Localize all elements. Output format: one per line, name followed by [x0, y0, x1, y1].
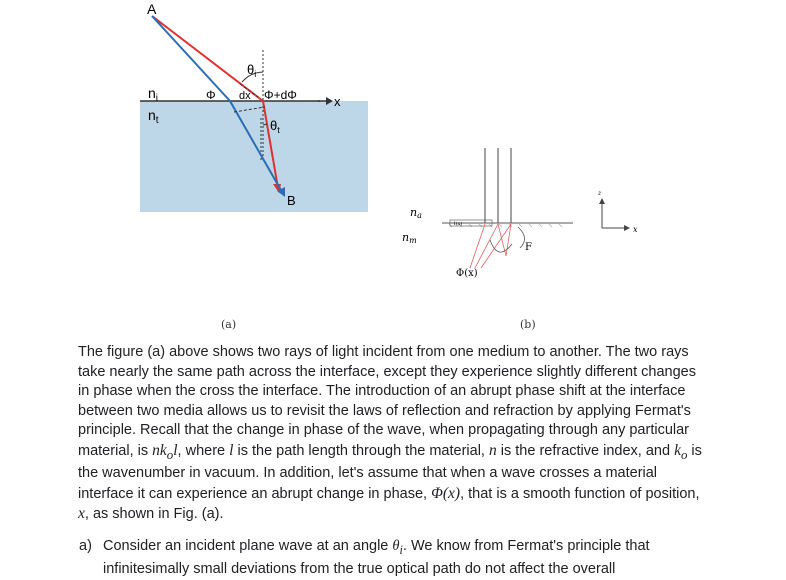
- caption-b: (b): [520, 318, 536, 331]
- question-item-a: a) Consider an incident plane wave at an angle $\theta_i$. We know from Fermat's principle that infinitesimally small deviations from the true optical path do not affect the overall: [79, 538, 650, 578]
- l-label: l(x): [454, 221, 463, 227]
- math-nk: $nk_ol$: [152, 441, 178, 462]
- phi-x-label: Φ(x): [456, 268, 478, 279]
- n-t-label: $n_t$: [148, 107, 159, 126]
- dx-label: dx: [239, 90, 251, 102]
- x-axis-b-label: x: [633, 225, 638, 234]
- refracted-ray-2: [475, 224, 498, 268]
- math-phi-x: Φ(x): [431, 484, 461, 502]
- x-axis-b-arrowhead: [624, 225, 630, 231]
- n-i-label: $n_i$: [148, 85, 159, 104]
- math-l: l: [229, 441, 234, 459]
- refracted-ray-1: [470, 224, 485, 268]
- math-theta-i: $\theta_i$: [392, 538, 403, 557]
- interface-hatching: [448, 223, 562, 227]
- point-b-label: B: [287, 193, 296, 208]
- blue-ray-incident: [152, 16, 230, 101]
- math-k: $k_o$: [674, 441, 688, 462]
- medium-t-region: [140, 101, 368, 212]
- theta-i-label: $\theta_i$: [247, 62, 257, 79]
- theta-t-label: $\theta_t$: [270, 118, 280, 135]
- n-a-label: na: [410, 206, 422, 220]
- phi-plus-dphi-label: Φ+dΦ: [264, 88, 297, 102]
- item-marker: a): [79, 538, 92, 554]
- n-m-label: nm: [402, 231, 417, 245]
- z-axis-arrowhead: [599, 198, 605, 204]
- z-axis-label: z: [598, 190, 602, 197]
- math-n: n: [488, 441, 497, 459]
- f-label: F: [525, 242, 532, 253]
- point-a-label: A: [147, 1, 157, 17]
- math-x: x: [78, 505, 85, 523]
- refracted-ray-3: [481, 224, 511, 268]
- caption-a: (a): [221, 318, 237, 331]
- phi-label: Φ: [206, 88, 216, 102]
- focus-arc: [518, 227, 525, 248]
- refracted-ray-5: [506, 224, 511, 256]
- figure-b: [390, 140, 670, 290]
- x-axis-label: x: [334, 94, 341, 109]
- body-paragraph: The figure (a) above shows two rays of light incident from one medium to another. The two rays take nearly the same path across the interface, except they experience slightly different changes in phase when the cross the interface. The introduction of an abrupt phase shift at the interface between two media allows us to revisit the laws of reflection and refraction by applying Fermat's principle. Recall that the change in phase of the wave, when propagating through any particular material, is $nk_ol$, where l is the path length through the material, n is the refractive index, and $k_o$ is the wavenumber in vacuum. In addition, let's assume that when a wave crosses a material interface it can experience an abrupt change in phase, Φ(x), that is a smooth function of position, x, as shown in Fig. (a).: [78, 344, 702, 523]
